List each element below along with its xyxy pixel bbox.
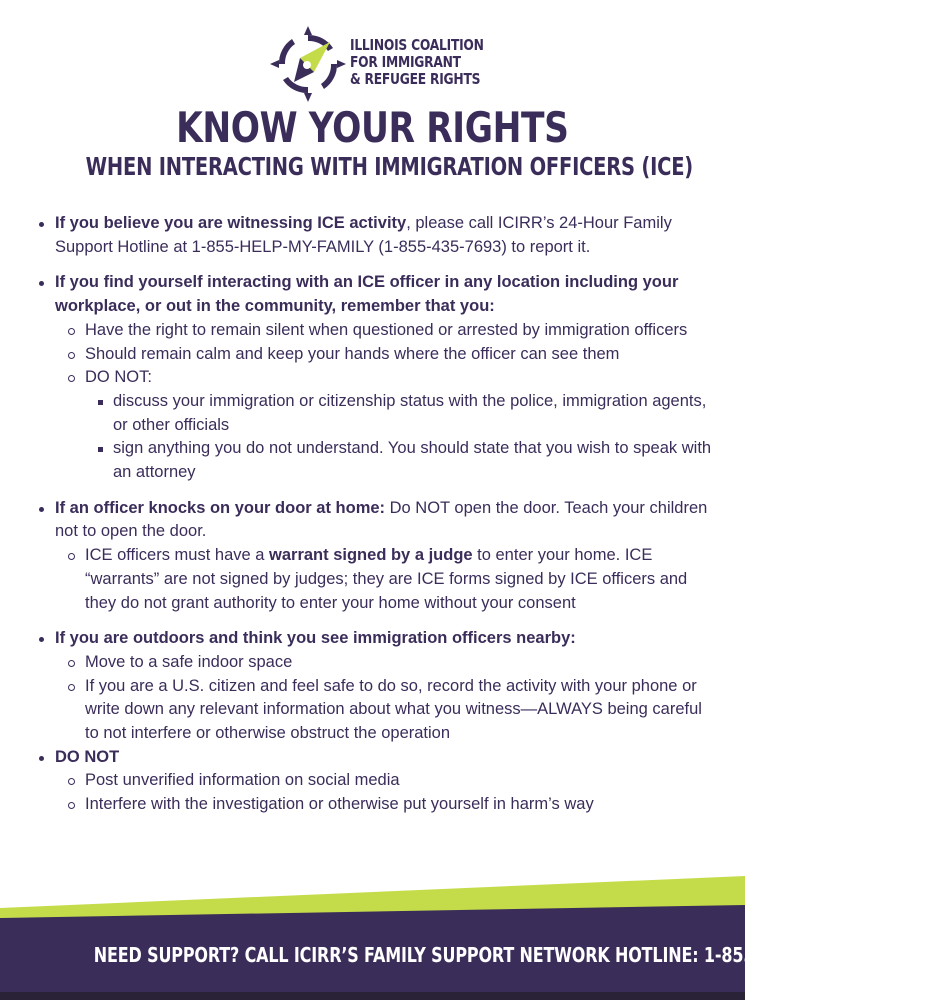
sub-list-item: Should remain calm and keep your hands where the officer can see them (55, 343, 719, 367)
organization-name (350, 37, 513, 88)
sub-list (55, 651, 719, 746)
sub-list-item: ICE officers must have a warrant signed by a judge to enter your home. ICE “warrants” are not signed by judges; they are ICE forms signed by ICE officers and they do not grant authority to enter your home without your consent (55, 544, 719, 615)
list-item: If you are outdoors and think you see immigration officers nearby: Move to a safe indoor space If you are a U.S. citizen and feel safe to do so, record the activity with your phone or write down any relevant information about what you witness—ALWAYS being careful to not interfere or otherwise obstruct the operation (0, 627, 745, 746)
sub-list-item: DO NOT: discuss your immigration or citizenship status with the police, immigration agents, or other officials sign anything you do not understand. You should state that you wish to speak with an attorney (55, 366, 719, 485)
list-item: If you find yourself interacting with an ICE officer in any location including your workplace, or out in the community, remember that you: Have the right to remain silent when questioned or arrested by immigration officers Should remain calm and keep your hands where the officer can see them DO NOT: discuss your immigration or citizenship status with the police, immigration agents, or other officials sign anything you do not understand. You should state that you wish to speak with an attorney (0, 271, 745, 484)
sub-sub-list-item: sign anything you do not understand. You should state that you wish to speak with an attorney (85, 437, 719, 484)
sub-list (55, 769, 719, 816)
list-item: DO NOT Post unverified information on social media Interfere with the investigation or otherwise put yourself in harm’s way (0, 746, 745, 817)
sub-list-item: Interfere with the investigation or otherwise put yourself in harm’s way (55, 793, 719, 817)
org-name-line3: & REFUGEE RIGHTS (350, 70, 481, 88)
header (0, 26, 745, 106)
sub-list (55, 319, 719, 485)
sub-list-item: Move to a safe indoor space (55, 651, 719, 675)
sub-list (55, 544, 719, 615)
page-subtitle: WHEN INTERACTING WITH IMMIGRATION OFFICERS (ICE) (85, 152, 693, 181)
sub-sub-list-item: discuss your immigration or citizenship status with the police, immigration agents, or other officials (85, 390, 719, 437)
sub-list-item: Post unverified information on social media (55, 769, 719, 793)
org-name-line2: FOR IMMIGRANT (350, 53, 461, 71)
bottom-edge (0, 992, 745, 1000)
list-item: If an officer knocks on your door at home: Do NOT open the door. Teach your children not to open the door. ICE officers must have a warrant signed by a judge to enter your home. ICE “warrants” are not signed by judges; they are ICE forms signed by ICE officers and they do not grant authority to enter your home without your consent (0, 497, 745, 616)
org-name-line1: ILLINOIS COALITION (350, 36, 484, 54)
sub-list-item: If you are a U.S. citizen and feel safe to do so, record the activity with your phone or write down any relevant information about what you witness—ALWAYS being careful to not interfere or otherwise obstruct the operation (55, 675, 719, 746)
footer-band (0, 850, 845, 1000)
support-hotline-banner: NEED SUPPORT? CALL ICIRR’S FAMILY SUPPORT NETWORK HOTLINE: 1-855-435-7693 (93, 943, 845, 967)
compass-icon (270, 26, 346, 102)
sub-sub-list (85, 390, 719, 485)
rights-list (0, 212, 745, 817)
rights-content (0, 212, 745, 829)
list-item: If you believe you are witnessing ICE activity, please call ICIRR’s 24-Hour Family Support Hotline at 1-855-HELP-MY-FAMILY (1-855-435-7693) to report it. (0, 212, 745, 259)
page-title: KNOW YOUR RIGHTS (176, 103, 569, 152)
sub-list-item: Have the right to remain silent when questioned or arrested by immigration officers (55, 319, 719, 343)
